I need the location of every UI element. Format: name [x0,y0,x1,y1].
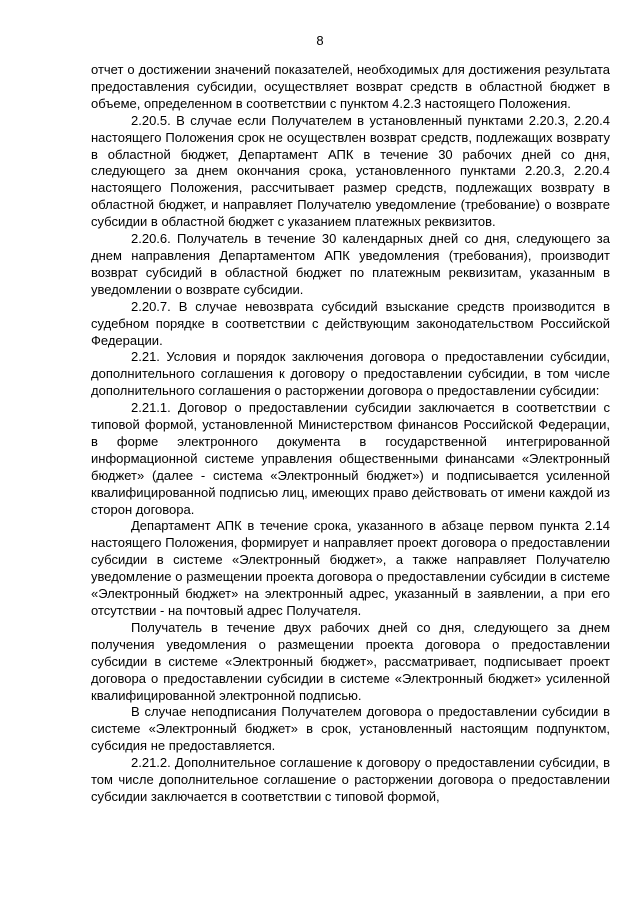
document-body [91,62,610,806]
paragraph: отчет о достижении значений показателей, необходимых для достижения результата предоставления субсидии, осуществляет возврат средств в областной бюджет в объеме, определенном в соответствии с пунктом 4.2.3 настоящего Положения. [91,62,610,111]
paragraph: Департамент АПК в течение срока, указанного в абзаце первом пункта 2.14 настоящего Положения, формирует и направляет проект договора о предоставлении субсидии в системе «Электронный бюджет», а также направляет Получателю уведомление о размещении проекта договора о предоставлении субсидии в системе «Электронный бюджет» на электронный адрес, указанный в заявлении, а при его отсутствии - на почтовый адрес Получателя. [91,518,610,618]
paragraph: Получатель в течение двух рабочих дней со дня, следующего за днем получения уведомления о размещении проекта договора о предоставлении субсидии в системе «Электронный бюджет», рассматривает, подписывает проект договора о предоставлении субсидии в системе «Электронный бюджет» усиленной квалифицированной электронной подписью. [91,619,610,703]
paragraph: 2.21.1. Договор о предоставлении субсидии заключается в соответствии с типовой формой, установленной Министерством финансов Российской Федерации, в форме электронного документа в государственной интегрированной информационной системе управления общественными финансами «Электронный бюджет» (далее - система «Электронный бюджет») и подписывается усиленной квалифицированной подписью лиц, имеющих право действовать от имени каждой из сторон договора. [91,400,610,517]
paragraph: 2.21. Условия и порядок заключения договора о предоставлении субсидии, дополнительного соглашения к договору о предоставлении субсидии, в том числе дополнительного соглашения о расторжении договора о предоставлении субсидии: [91,349,610,399]
paragraph: 2.21.2. Дополнительное соглашение к договору о предоставлении субсидии, в том числе дополнительное соглашение о расторжении договора о предоставлении субсидии заключается в соответствии с типовой формой, [91,755,610,804]
paragraph: В случае неподписания Получателем договора о предоставлении субсидии в системе «Электронный бюджет» в срок, установленный настоящим подпунктом, субсидия не предоставляется. [91,704,610,754]
paragraph: 2.20.7. В случае невозврата субсидий взыскание средств производится в судебном порядке в соответствии с действующим законодательством Российской Федерации. [91,298,610,348]
page-number: 8 [316,33,324,48]
paragraph: 2.20.6. Получатель в течение 30 календарных дней со дня, следующего за днем направления Департаментом АПК уведомления (требования), производит возврат субсидий в областной бюджет по платежным реквизитам, указанным в уведомлении о возврате субсидии. [91,231,610,297]
paragraph: 2.20.5. В случае если Получателем в установленный пунктами 2.20.3, 2.20.4 настоящего Положения срок не осуществлен возврат средств, подлежащих возврату в областной бюджет, Департамент АПК в течение 30 рабочих дней со дня, следующего за днем окончания срока, установленного пунктами 2.20.3, 2.20.4 настоящего Положения, рассчитывает размер средств, подлежащих возврату в областной бюджет, и направляет Получателю уведомление (требование) о возврате субсидии в областной бюджет с указанием платежных реквизитов. [91,112,610,230]
